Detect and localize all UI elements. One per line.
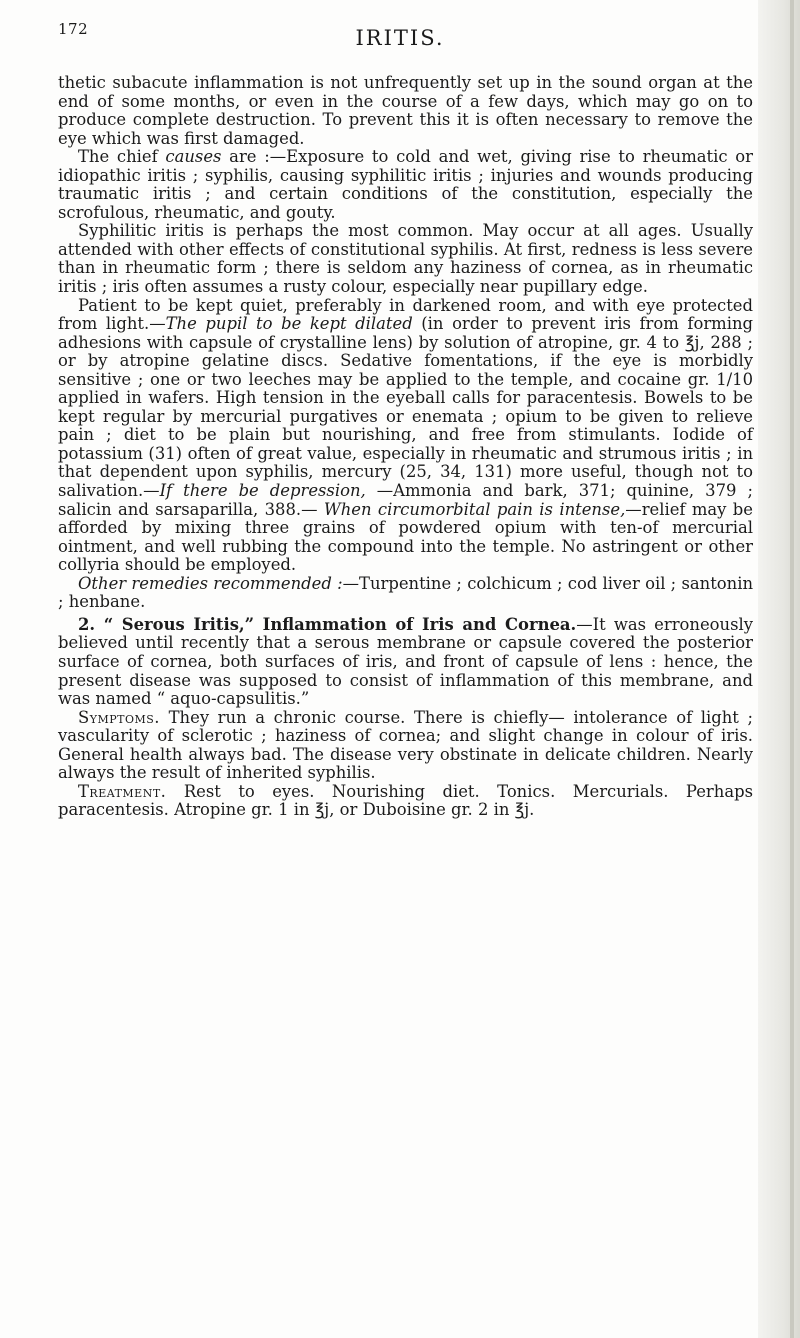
paragraph-treatment-details [58,297,753,575]
italic-instruction: The pupil to be kept dilated [165,314,413,334]
paragraph-text: Patient to be kept quiet, preferably in darkened room, and with eye protected from light.— [58,295,753,334]
paragraph-syphilitic-iritis [58,222,753,296]
italic-lead: Other remedies recommended : [78,573,343,593]
italic-instruction: When circumorbital pain is intense, [323,499,626,519]
symptoms-label: Symptoms. [78,707,161,727]
paragraph-symptoms [58,709,753,783]
paragraph-text: —Turpentine ; colchicum ; cod liver oil ; santonin ; henbane. [58,573,754,612]
dose-fraction: 1/10 [716,369,753,389]
paragraph-text: thetic subacute inflammation is not unfrequently set up in the sound organ at the end of some months, or even in the course of a few days, which may go on to produce complete destruction. To prevent this it is often necessary to remove the eye which was first damaged. [58,73,753,148]
paragraph-serous-iritis [58,616,753,709]
treatment-label: Treatment. [78,781,167,801]
paragraph-continued [58,74,753,148]
paragraph-text: applied in wafers. High tension in the eyeball calls for paracentesis. Bowels to be kept regular by mercurial purgatives or enemata ; opium to be given to relieve pain ; diet to be plain but nourishing, and free from stimulants. Iodide of potassium (31) often of great value, especially in rheumatic and strumous iritis ; in that dependent upon syphilis, mercury (25, 34, 131) more useful, though not to salivation.— [58,388,753,501]
paragraph-text: Syphilitic iritis is perhaps the most common. May occur at all ages. Usually attended with other effects of constitutional syphilis. At first, redness is less severe than in rheumatic form ; there is seldom any haziness of cornea, as in rheumatic iritis ; iris often assumes a rusty colour, especially near pupillary edge. [58,221,753,297]
paragraph-text: —Ammonia and bark, 371; quinine, 379 ; salicin and sarsaparilla, 388.— [58,481,753,519]
section-heading: 2. “ Serous Iritis,” Inflammation of Iris and Cornea. [78,614,577,634]
paragraph-text: They run a chronic course. There is chiefly— intolerance of light ; vascularity of sclerotic ; haziness of cornea; and slight change in colour of iris. General health always bad. The disease very obstinate in delicate children. Nearly always the result of inherited syphilis. [58,707,753,783]
italic-instruction: If there be depression, [159,481,366,501]
paragraph-lead: The chief [78,147,158,167]
paragraph-treatment [58,783,753,820]
page-number: 172 [58,20,89,38]
body-text [58,74,753,820]
causes-italic-term: causes [165,147,222,167]
paragraph-text: Rest to eyes. Nourishing diet. Tonics. Mercurials. Perhaps paracentesis. Atropine gr. 1 in ℥j, or Duboisine gr. 2 in ℥j. [58,781,753,820]
running-title: IRITIS. [355,26,445,50]
paragraph-causes [58,148,753,222]
paragraph-text: are :—Exposure to cold and wet, giving rise to rheumatic or idiopathic iritis ; syphilis, causing syphilitic iritis ; injuries and wounds producing traumatic iritis ; and certain conditions of the constitution, especially the scrofulous, rheumatic, and gouty. [58,147,753,222]
paragraph-text: (in order to prevent iris from forming adhesions with capsule of crystalline lens) by solution of atropine, gr. 4 to ℥j, 288 ; or by atropine gelatine discs. Sedative fomentations, if the eye is morbidly sensitive ; one or two leeches may be applied to the temple, and cocaine gr. [58,314,753,389]
paragraph-text: —It was erroneously believed until recently that a serous membrane or capsule covered the posterior surface of cornea, both surfaces of iris, and front of capsule of lens : hence, the present disease was supposed to consist of inflammation of this membrane, and was named “ aquo-capsulitis.” [58,614,754,709]
paragraph-other-remedies [58,575,753,612]
page-edge-shadow [790,0,794,1338]
adjacent-page-edge [758,0,800,1338]
paragraph-text: —relief may be afforded by mixing three grains of powdered opium with ten-of mercurial ointment, and well rubbing the compound into the temple. No astringent or other collyria should be employed. [58,499,753,575]
